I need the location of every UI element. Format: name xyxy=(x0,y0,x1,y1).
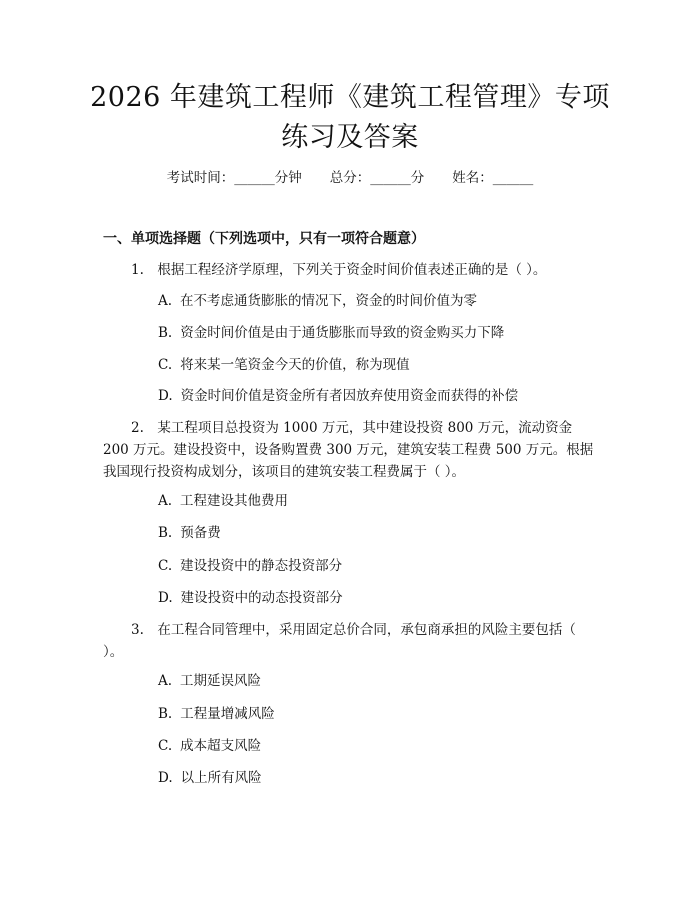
option-key: D. xyxy=(158,388,173,404)
option-key: B. xyxy=(158,706,173,722)
question-stem: 1. 根据工程经济学原理，下列关于资金时间价值表述正确的是（ ）。 xyxy=(131,262,547,278)
question-option xyxy=(158,704,275,724)
option-text: 资金时间价值是资金所有者因放弃使用资金而获得的补偿 xyxy=(180,388,519,404)
exam-score: 总分：______分 xyxy=(329,170,425,186)
section-title: 一、单项选择题（下列选项中，只有一项符合题意） xyxy=(103,231,425,247)
option-key: C. xyxy=(158,558,173,574)
option-text: 在不考虑通货膨胀的情况下，资金的时间价值为零 xyxy=(180,293,478,309)
option-key: A. xyxy=(158,293,173,309)
option-text: 工程建设其他费用 xyxy=(180,493,289,509)
option-text: 资金时间价值是由于通货膨胀而导致的资金购买力下降 xyxy=(180,325,505,341)
option-key: A. xyxy=(158,673,173,689)
question-option xyxy=(158,491,288,511)
question-option xyxy=(158,736,261,756)
document-title: 2026 年建筑工程师《建筑工程管理》专项练习及答案 xyxy=(90,82,610,153)
question-option xyxy=(158,386,518,406)
exam-meta xyxy=(0,168,700,188)
option-text: 工程量增减风险 xyxy=(180,706,275,722)
option-key: C. xyxy=(158,738,173,754)
option-key: D. xyxy=(158,770,173,786)
question-option xyxy=(158,588,343,608)
question-option xyxy=(158,523,221,543)
option-text: 成本超支风险 xyxy=(180,738,262,754)
question-stem: 3. 在工程合同管理中，采用固定总价合同，承包商承担的风险主要包括（ ）。 xyxy=(103,622,576,660)
option-key: C. xyxy=(158,357,173,373)
question-option xyxy=(158,671,261,691)
option-key: D. xyxy=(158,590,173,606)
exam-name: 姓名：______ xyxy=(452,170,534,186)
option-key: A. xyxy=(158,493,173,509)
question-option xyxy=(158,323,504,343)
exam-time: 考试时间：______分钟 xyxy=(166,170,302,186)
option-text: 以上所有风险 xyxy=(180,770,262,786)
question-option xyxy=(158,768,262,788)
option-text: 建设投资中的动态投资部分 xyxy=(180,590,343,606)
option-key: B. xyxy=(158,325,173,341)
option-text: 建设投资中的静态投资部分 xyxy=(180,558,343,574)
question-stem: 2. 某工程项目总投资为 1000 万元，其中建设投资 800 万元，流动资金 200 万元。建设投资中，设备购置费 300 万元，建筑安装工程费 500 万元。根据我国现行投资构成划分，该项目的建筑安装工程费属于（ ）。 xyxy=(103,420,594,480)
option-text: 预备费 xyxy=(180,525,221,541)
question-option xyxy=(158,556,342,576)
option-text: 工期延误风险 xyxy=(180,673,262,689)
option-key: B. xyxy=(158,525,173,541)
question-option xyxy=(158,355,410,375)
option-text: 将来某一笔资金今天的价值，称为现值 xyxy=(180,357,410,373)
question-option xyxy=(158,291,477,311)
